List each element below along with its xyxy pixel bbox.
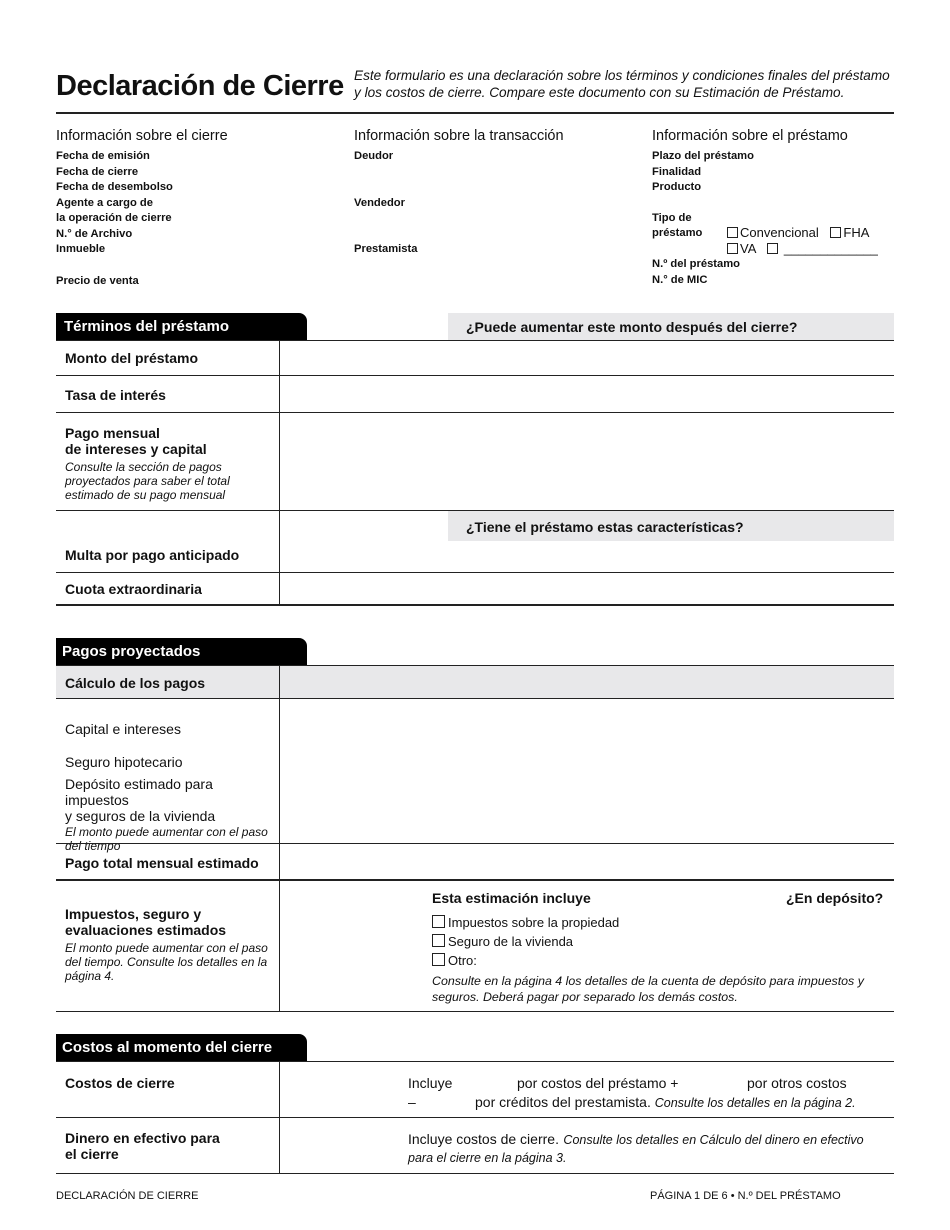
checkbox-icon	[727, 227, 738, 238]
cc-lender-credits: por créditos del prestamista. Consulte los detalles en la página 2.	[475, 1094, 856, 1110]
divider	[56, 1117, 894, 1118]
va-checkbox[interactable]: VA	[727, 241, 756, 256]
cash-to-close-label-2: el cierre	[65, 1146, 119, 1162]
loan-numbers	[652, 257, 740, 288]
interest-rate-label: Tasa de interés	[65, 387, 166, 403]
fha-checkbox[interactable]: FHA	[830, 225, 869, 240]
divider	[56, 1011, 894, 1012]
page-title: Declaración de Cierre	[56, 70, 344, 102]
footer-left: DECLARACIÓN DE CIERRE	[56, 1190, 199, 1202]
other-checkbox[interactable]: Otro:	[432, 951, 619, 970]
projected-payments-tab: Pagos proyectados	[56, 638, 307, 666]
cash-to-close-label: Dinero en efectivo para	[65, 1130, 220, 1146]
closing-info	[56, 128, 336, 289]
divider	[56, 698, 894, 699]
disbursement-date-label: Fecha de desembolso	[56, 181, 173, 193]
monthly-pi-note: Consulte la sección de pagos proyectados para saber el total estimado de su pago mensual	[65, 460, 230, 502]
checkbox-icon	[432, 915, 445, 928]
conventional-checkbox[interactable]: Convencional	[727, 225, 819, 240]
closing-date-label: Fecha de cierre	[56, 165, 139, 178]
intro-text: Este formulario es una declaración sobre los términos y condiciones finales del préstamo y los costos de cierre. Compare este documento con su Estimación de Préstamo.	[354, 68, 890, 100]
sale-price-label: Precio de venta	[56, 274, 139, 287]
escrow-block	[65, 776, 275, 853]
property-label: Inmueble	[56, 243, 106, 255]
mic-number-label: N.° de MIC	[652, 273, 708, 286]
features-question: ¿Tiene el préstamo estas características?	[466, 519, 744, 535]
divider	[56, 340, 894, 341]
costs-at-closing-tab: Costos al momento del cierre	[56, 1034, 307, 1062]
footer-right: PÁGINA 1 DE 6 • N.º DEL PRÉSTAMO	[650, 1190, 841, 1202]
other-type-checkbox[interactable]: _____________	[767, 241, 878, 256]
transaction-info-heading: Información sobre la transacción	[354, 128, 564, 144]
loan-terms-tab: Términos del préstamo	[56, 313, 307, 341]
checkbox-icon	[432, 953, 445, 966]
loan-term-label: Plazo del préstamo	[652, 150, 754, 162]
seller-label: Vendedor	[354, 196, 405, 209]
transaction-info	[354, 128, 634, 258]
closing-agent-label: Agente a cargo de	[56, 196, 153, 209]
divider	[56, 412, 894, 413]
loan-info-heading: Información sobre el préstamo	[652, 128, 848, 144]
cash-description: Incluye costos de cierre. Consulte los detalles en Cálculo del dinero en efectivo para el cierre en la página 3.	[408, 1131, 864, 1165]
lender-label: Prestamista	[354, 243, 418, 255]
issue-date-label: Fecha de emisión	[56, 150, 150, 162]
closing-info-heading: Información sobre el cierre	[56, 128, 228, 144]
cc-other-costs: por otros costos	[747, 1075, 847, 1091]
purpose-label: Finalidad	[652, 165, 702, 178]
loan-amount-label: Monto del préstamo	[65, 350, 199, 366]
cash-to-close-block	[65, 1130, 220, 1162]
taxes-label: Impuestos, seguro y	[65, 906, 202, 922]
in-escrow-heading: ¿En depósito?	[786, 890, 884, 906]
taxes-label-2: evaluaciones estimados	[65, 922, 227, 938]
taxes-note: El monto puede aumentar con el paso del tiempo. Consulte los detalles en la página 4.	[65, 941, 268, 983]
monthly-pi-block	[65, 425, 265, 502]
divider	[56, 1061, 894, 1062]
escrow-detail-note: Consulte en la página 4 los detalles de la cuenta de depósito para impuestos y seguros. Deberá pagar por separado los demás costos.	[432, 974, 864, 1004]
borrower-label: Deudor	[354, 150, 394, 162]
principal-interest-label: Capital e intereses	[65, 721, 181, 737]
divider	[56, 572, 894, 573]
estimate-includes-heading: Esta estimación incluye	[432, 890, 591, 906]
file-number-label: N.° de Archivo	[56, 227, 133, 240]
property-taxes-checkbox[interactable]: Impuestos sobre la propiedad	[432, 913, 619, 932]
taxes-block	[65, 906, 277, 983]
prepayment-penalty-label: Multa por pago anticipado	[65, 547, 240, 563]
divider	[56, 375, 894, 376]
escrow-note: El monto puede aumentar con el paso del tiempo	[65, 825, 268, 853]
payment-calc-label: Cálculo de los pagos	[65, 675, 206, 691]
cc-minus: –	[408, 1094, 416, 1110]
divider	[56, 1173, 894, 1174]
escrow-label: Depósito estimado para impuestos	[65, 776, 213, 808]
home-insurance-checkbox[interactable]: Seguro de la vivienda	[432, 932, 619, 951]
monthly-pi-label-2: de intereses y capital	[65, 441, 207, 457]
closing-costs-label: Costos de cierre	[65, 1075, 175, 1091]
checkbox-icon	[830, 227, 841, 238]
mortgage-insurance-label: Seguro hipotecario	[65, 754, 183, 770]
checkbox-icon	[432, 934, 445, 947]
header-rule	[56, 112, 894, 114]
product-label: Producto	[652, 181, 702, 193]
monthly-pi-label: Pago mensual	[65, 425, 160, 441]
cc-details-note: Consulte los detalles en la página 2.	[654, 1096, 856, 1110]
column-divider	[279, 340, 280, 605]
escrow-items	[432, 913, 619, 970]
cc-includes: Incluye	[408, 1075, 453, 1091]
closing-agent-label-2: la operación de cierre	[56, 212, 172, 224]
loan-type-label-2: préstamo	[652, 227, 703, 239]
escrow-label-2: y seguros de la vivienda	[65, 808, 216, 824]
loan-type-label: Tipo de	[652, 211, 692, 224]
loan-type-options	[727, 225, 878, 257]
checkbox-icon	[727, 243, 738, 254]
loan-number-label: N.º del préstamo	[652, 258, 741, 270]
divider	[56, 843, 894, 844]
balloon-payment-label: Cuota extraordinaria	[65, 581, 202, 597]
column-divider	[279, 666, 280, 1011]
increase-question: ¿Puede aumentar este monto después del cierre?	[466, 319, 798, 335]
total-monthly-label: Pago total mensual estimado	[65, 855, 259, 871]
divider	[56, 879, 894, 881]
divider	[56, 604, 894, 606]
cc-loan-costs: por costos del préstamo +	[517, 1075, 679, 1091]
checkbox-icon	[767, 243, 778, 254]
